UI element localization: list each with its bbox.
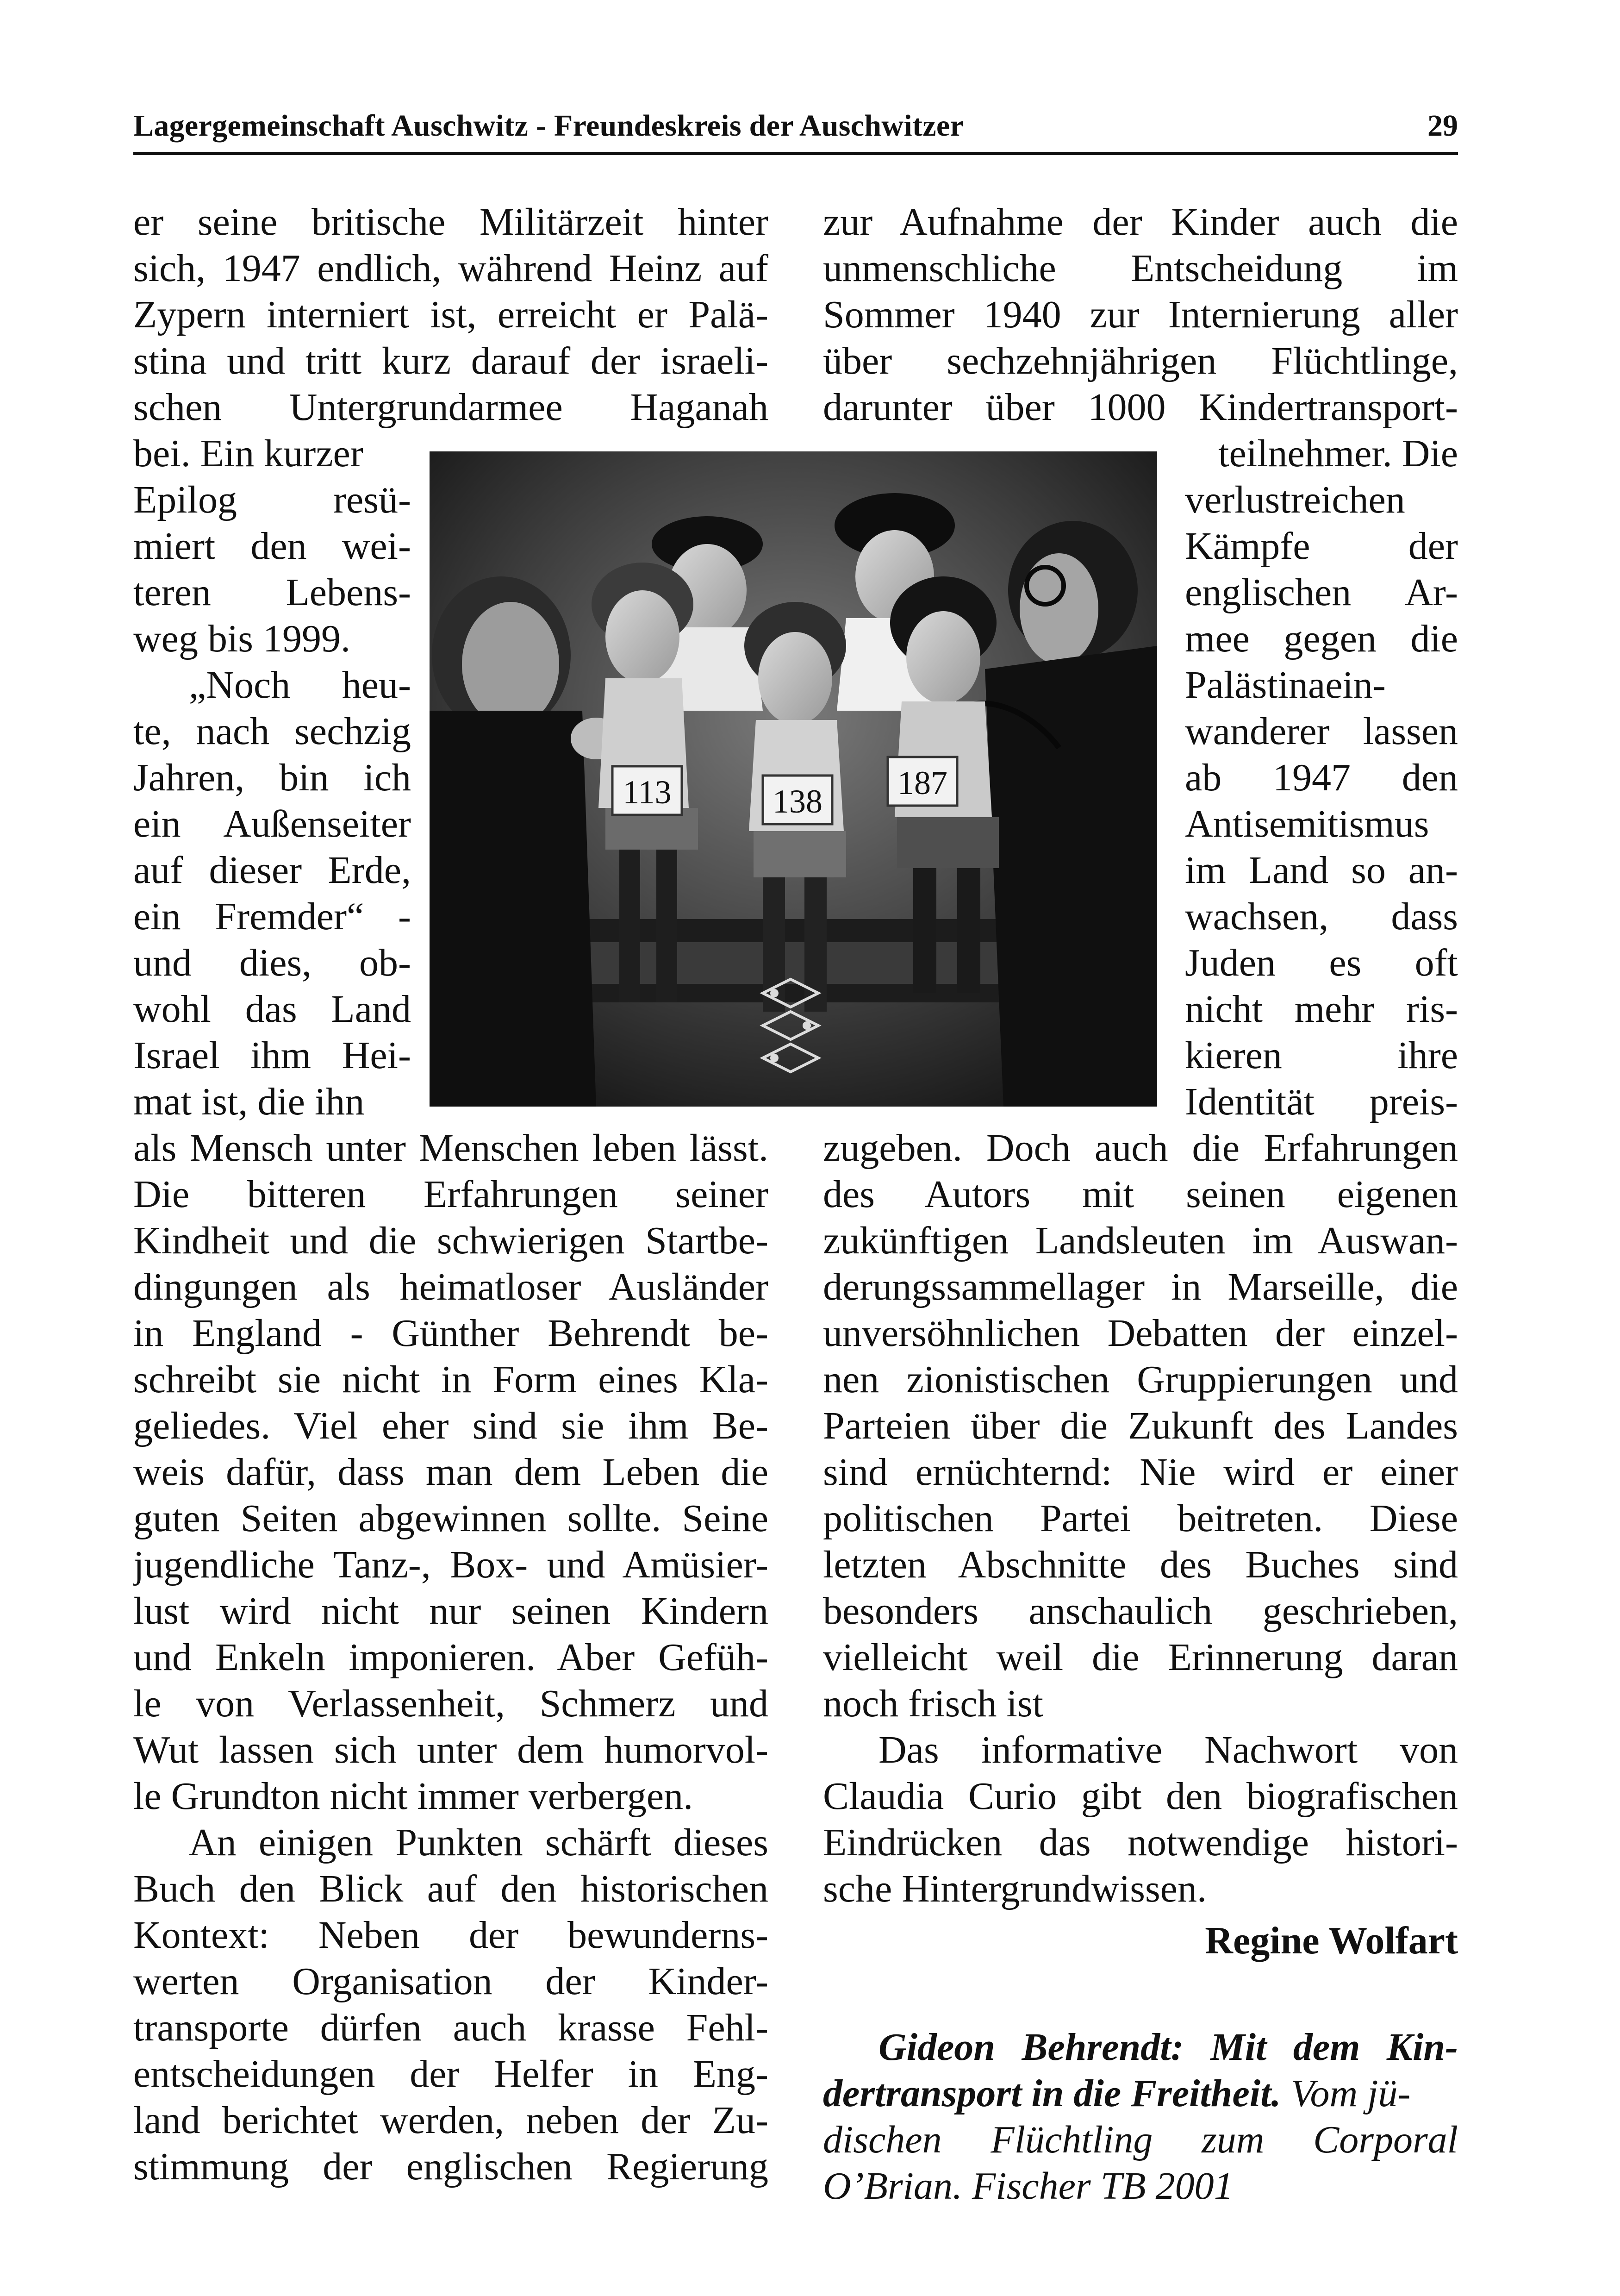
badge-number: 113 bbox=[623, 774, 672, 811]
text-line: kieren ihre bbox=[1185, 1034, 1458, 1077]
text-line: entscheidungen der Helfer in Eng- bbox=[133, 2052, 768, 2096]
text-line: Kontext: Neben der bewunderns- bbox=[133, 1914, 768, 1957]
text-line: le von Verlassenheit, Schmerz und bbox=[133, 1682, 768, 1725]
book-reference-line bbox=[823, 2071, 1458, 2117]
book-reference-line: Gideon Behrendt: Mit dem Kin- bbox=[879, 2026, 1458, 2069]
text-line: schreibt sie nicht in Form eines Kla- bbox=[133, 1358, 768, 1401]
text-line: guten Seiten abgewinnen sollte. Seine bbox=[133, 1497, 768, 1540]
text-line: im Land so an- bbox=[1185, 849, 1458, 892]
text-line: mee gegen die bbox=[1185, 617, 1458, 660]
text-line: An einigen Punkten schärft dieses bbox=[189, 1821, 768, 1864]
text-line: wanderer lassen bbox=[1185, 710, 1458, 753]
text-line: Israel ihm Hei- bbox=[133, 1034, 411, 1077]
text-line: und dies, ob- bbox=[133, 941, 411, 984]
book-subtitle-start: Vom jü- bbox=[1290, 2072, 1411, 2115]
text-line: weg bis 1999. bbox=[133, 617, 350, 660]
text-line: le Grundton nicht immer verbergen. bbox=[133, 1775, 693, 1818]
text-line: schen Untergrundarmee Haganah bbox=[133, 386, 768, 429]
text-line: wohl das Land bbox=[133, 988, 411, 1031]
text-line: teren Lebens- bbox=[133, 571, 411, 614]
text-line: Claudia Curio gibt den biografischen bbox=[823, 1775, 1458, 1818]
text-line: Eindrücken das notwendige histori- bbox=[823, 1821, 1458, 1864]
text-line: transporte dürfen auch krasse Fehl- bbox=[133, 2006, 768, 2049]
text-line: Kämpfe der bbox=[1185, 525, 1458, 568]
text-line: politischen Partei beitreten. Diese bbox=[823, 1497, 1458, 1540]
text-line: te, nach sechzig bbox=[133, 710, 411, 753]
text-line: Wut lassen sich unter dem humorvol- bbox=[133, 1728, 768, 1771]
text-line: „Noch heu- bbox=[189, 663, 411, 707]
text-line: nen zionistischen Gruppierungen und bbox=[823, 1358, 1458, 1401]
historical-photo bbox=[430, 451, 1157, 1107]
text-line: englischen Ar- bbox=[1185, 571, 1458, 614]
text-line: miert den wei- bbox=[133, 525, 411, 568]
text-line: Zypern interniert ist, erreicht er Palä- bbox=[133, 293, 768, 336]
header-title: Lagergemeinschaft Auschwitz - Freundeskreis der Auschwitzer bbox=[133, 109, 964, 143]
text-line: Parteien über die Zukunft des Landes bbox=[823, 1404, 1458, 1447]
text-line: Das informative Nachwort von bbox=[879, 1728, 1458, 1771]
text-line: zur Aufnahme der Kinder auch die bbox=[823, 200, 1458, 244]
text-line: noch frisch ist bbox=[823, 1682, 1043, 1725]
photo-illustration bbox=[430, 451, 1157, 1107]
text-line: Buch den Blick auf den historischen bbox=[133, 1867, 768, 1910]
text-line: geliedes. Viel eher sind sie ihm Be- bbox=[133, 1404, 768, 1447]
text-line: land berichtet werden, neben der Zu- bbox=[133, 2099, 768, 2142]
text-line: letzten Abschnitte des Buches sind bbox=[823, 1543, 1458, 1586]
text-line: darunter über 1000 Kindertransport- bbox=[823, 386, 1458, 429]
text-line: Sommer 1940 zur Internierung aller bbox=[823, 293, 1458, 336]
text-line: Juden es oft bbox=[1185, 941, 1458, 984]
text-line: wachsen, dass bbox=[1185, 895, 1458, 938]
book-title-end: dertransport in die Freitheit. bbox=[823, 2072, 1281, 2115]
text-line: sche Hintergrundwissen. bbox=[823, 1867, 1207, 1910]
text-line: sich, 1947 endlich, während Heinz auf bbox=[133, 247, 768, 290]
text-line: verlustreichen bbox=[1185, 478, 1405, 521]
text-line: Die bitteren Erfahrungen seiner bbox=[133, 1173, 768, 1216]
text-line: Epilog resü- bbox=[133, 478, 411, 521]
text-line: jugendliche Tanz-, Box- und Amüsier- bbox=[133, 1543, 768, 1586]
text-line: Palästinaein- bbox=[1185, 663, 1386, 707]
text-line: teilnehmer. Die bbox=[1218, 432, 1458, 475]
text-line: auf dieser Erde, bbox=[133, 849, 411, 892]
book-reference-line: O’Brian. Fischer TB 2001 bbox=[823, 2165, 1234, 2208]
text-line: als Mensch unter Menschen leben lässt. bbox=[133, 1126, 768, 1170]
text-line: besonders anschaulich geschrieben, bbox=[823, 1589, 1458, 1633]
text-line: mat ist, die ihn bbox=[133, 1080, 365, 1123]
text-line: stina und tritt kurz darauf der israeli- bbox=[133, 339, 768, 382]
text-line: und Enkeln imponieren. Aber Gefüh- bbox=[133, 1636, 768, 1679]
badge-number: 138 bbox=[773, 783, 822, 820]
text-line: werten Organisation der Kinder- bbox=[133, 1960, 768, 2003]
text-line: sind ernüchternd: Nie wird er einer bbox=[823, 1451, 1458, 1494]
text-line: ein Fremder“ - bbox=[133, 895, 411, 938]
text-line: er seine britische Militärzeit hinter bbox=[133, 200, 768, 244]
page-number: 29 bbox=[1427, 109, 1458, 143]
book-reference-line: dischen Flüchtling zum Corporal bbox=[823, 2118, 1458, 2161]
text-line: Jahren, bin ich bbox=[133, 756, 411, 799]
running-header bbox=[133, 97, 1458, 155]
text-line: vielleicht weil die Erinnerung daran bbox=[823, 1636, 1458, 1679]
text-line: nicht mehr ris- bbox=[1185, 988, 1458, 1031]
review-author: Regine Wolfart bbox=[1205, 1919, 1458, 1962]
text-line: unversöhnlichen Debatten der einzel- bbox=[823, 1312, 1458, 1355]
text-line: dingungen als heimatloser Ausländer bbox=[133, 1265, 768, 1308]
text-line: zukünftigen Landsleuten im Auswan- bbox=[823, 1219, 1458, 1262]
text-line: stimmung der englischen Regierung bbox=[133, 2145, 768, 2188]
text-line: über sechzehnjährigen Flüchtlinge, bbox=[823, 339, 1458, 382]
text-line: bei. Ein kurzer bbox=[133, 432, 363, 475]
badge-number: 187 bbox=[897, 764, 947, 801]
text-line: ein Außenseiter bbox=[133, 802, 411, 845]
text-line: in England - Günther Behrendt be- bbox=[133, 1312, 768, 1355]
text-line: Kindheit und die schwierigen Startbe- bbox=[133, 1219, 768, 1262]
text-line: Antisemitismus bbox=[1185, 802, 1429, 845]
text-line: derungssammellager in Marseille, die bbox=[823, 1265, 1458, 1308]
text-line: zugeben. Doch auch die Erfahrungen bbox=[823, 1126, 1458, 1170]
text-line: Identität preis- bbox=[1185, 1080, 1458, 1123]
text-line: weis dafür, dass man dem Leben die bbox=[133, 1451, 768, 1494]
text-line: lust wird nicht nur seinen Kindern bbox=[133, 1589, 768, 1633]
text-line: ab 1947 den bbox=[1185, 756, 1458, 799]
text-line: des Autors mit seinen eigenen bbox=[823, 1173, 1458, 1216]
text-line: unmenschliche Entscheidung im bbox=[823, 247, 1458, 290]
